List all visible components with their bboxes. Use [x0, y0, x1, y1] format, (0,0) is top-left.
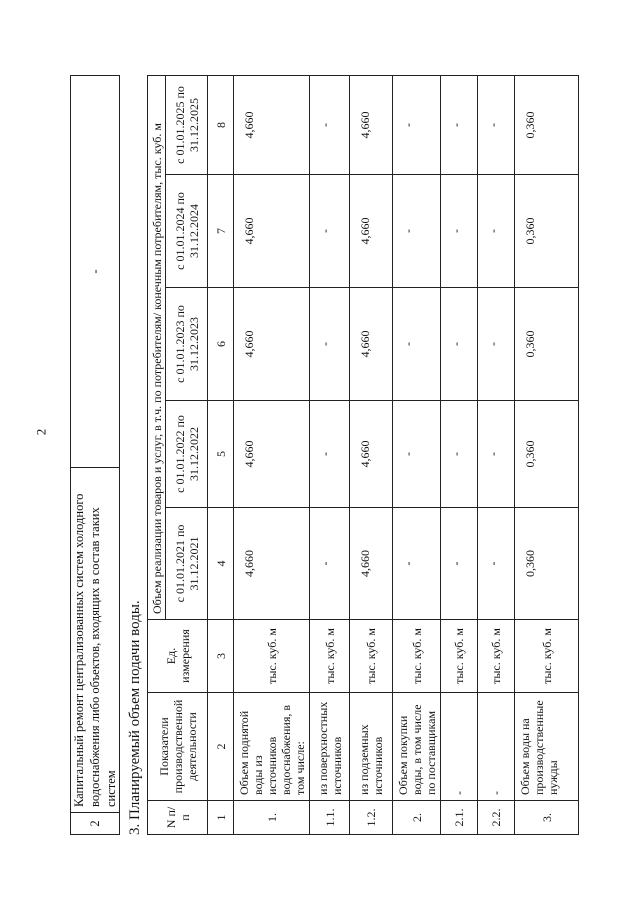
row-value: - — [478, 508, 515, 620]
header-row — [148, 76, 166, 835]
row-value: 4,660 — [234, 76, 310, 175]
row-value: - — [478, 76, 515, 175]
row-value: 0,360 — [515, 288, 579, 401]
row-value: 0,360 — [515, 175, 579, 288]
row-value: - — [441, 508, 478, 620]
col-number: 8 — [208, 76, 234, 175]
col-number: 3 — [208, 620, 234, 693]
header-period: с 01.01.2023 по 31.12.2023 — [166, 288, 208, 401]
col-number: 2 — [208, 693, 234, 801]
header-indicator: Показатели производственной деятельности — [148, 693, 208, 801]
row-value: - — [393, 175, 441, 288]
row-value: 4,660 — [350, 508, 393, 620]
table-row — [515, 76, 579, 835]
repair-row — [71, 76, 120, 835]
table-row — [234, 76, 310, 835]
repair-row-num: 2 — [71, 813, 120, 835]
col-number: 4 — [208, 508, 234, 620]
row-unit: тыс. куб. м — [310, 620, 350, 693]
row-value: 4,660 — [350, 401, 393, 508]
row-indicator: Объем покупки воды, в том числе по поставщикам — [393, 693, 441, 801]
row-num: 1.1. — [310, 801, 350, 835]
table-row — [441, 76, 478, 835]
row-value: - — [393, 288, 441, 401]
row-num: 1.2. — [350, 801, 393, 835]
row-value: 0,360 — [515, 401, 579, 508]
row-indicator: Объем воды на производственные нужды — [515, 693, 579, 801]
row-value: 4,660 — [234, 175, 310, 288]
col-number: 6 — [208, 288, 234, 401]
row-value: - — [478, 401, 515, 508]
row-value: 4,660 — [234, 288, 310, 401]
row-unit: тыс. куб. м — [515, 620, 579, 693]
row-indicator: из поверхностных источников — [310, 693, 350, 801]
row-value: - — [441, 401, 478, 508]
table-row — [310, 76, 350, 835]
row-value: - — [478, 288, 515, 401]
table-row — [478, 76, 515, 835]
row-value: - — [478, 175, 515, 288]
row-value: - — [310, 401, 350, 508]
row-num: 2. — [393, 801, 441, 835]
row-value: - — [441, 175, 478, 288]
header-period: с 01.01.2025 по 31.12.2025 — [166, 76, 208, 175]
column-number-row — [208, 76, 234, 835]
row-value: 4,660 — [350, 175, 393, 288]
row-value: 4,660 — [234, 508, 310, 620]
row-unit: тыс. куб. м — [234, 620, 310, 693]
header-period: с 01.01.2021 по 31.12.2021 — [166, 508, 208, 620]
row-value: - — [393, 401, 441, 508]
section-title: 3. Планируемый объем подачи воды. — [127, 600, 143, 835]
row-indicator: - — [478, 693, 515, 801]
row-value: - — [310, 76, 350, 175]
table-row — [350, 76, 393, 835]
row-indicator: Объем поднятой воды из источников водоснабжения, в том числе: — [234, 693, 310, 801]
row-unit: тыс. куб. м — [478, 620, 515, 693]
row-value: 4,660 — [350, 288, 393, 401]
header-volume: Объем реализации товаров и услуг, в т.ч. по потребителям/ конечным потребителям, тыс. куб. м — [148, 76, 166, 620]
header-unit: Ед. измерения — [148, 620, 208, 693]
rotated-content — [70, 75, 625, 835]
row-indicator: из подземных источников — [350, 693, 393, 801]
row-value: 0,360 — [515, 76, 579, 175]
col-number: 5 — [208, 401, 234, 508]
row-value: - — [310, 175, 350, 288]
row-value: - — [441, 288, 478, 401]
repair-row-text: Капитальный ремонт централизованных систем холодного водоснабжения либо объектов, входящих в состав таких систем — [71, 468, 120, 813]
row-value: 0,360 — [515, 508, 579, 620]
page-number: 2 — [33, 428, 49, 436]
row-value: 4,660 — [350, 76, 393, 175]
row-unit: тыс. куб. м — [393, 620, 441, 693]
repair-row-value: - — [71, 76, 120, 468]
row-value: - — [393, 76, 441, 175]
row-value: - — [393, 508, 441, 620]
row-num: 2.2. — [478, 801, 515, 835]
header-period: с 01.01.2024 по 31.12.2024 — [166, 175, 208, 288]
row-value: - — [310, 508, 350, 620]
col-number: 1 — [208, 801, 234, 835]
row-value: - — [441, 76, 478, 175]
table-row — [393, 76, 441, 835]
water-supply-table — [147, 75, 579, 835]
row-num: 2.1. — [441, 801, 478, 835]
row-unit: тыс. куб. м — [350, 620, 393, 693]
row-num: 1. — [234, 801, 310, 835]
row-num: 3. — [515, 801, 579, 835]
row-unit: тыс. куб. м — [441, 620, 478, 693]
row-indicator: - — [441, 693, 478, 801]
header-period: с 01.01.2022 по 31.12.2022 — [166, 401, 208, 508]
header-num: N п/п — [148, 801, 208, 835]
repair-table — [70, 75, 120, 835]
row-value: - — [310, 288, 350, 401]
row-value: 4,660 — [234, 401, 310, 508]
col-number: 7 — [208, 175, 234, 288]
